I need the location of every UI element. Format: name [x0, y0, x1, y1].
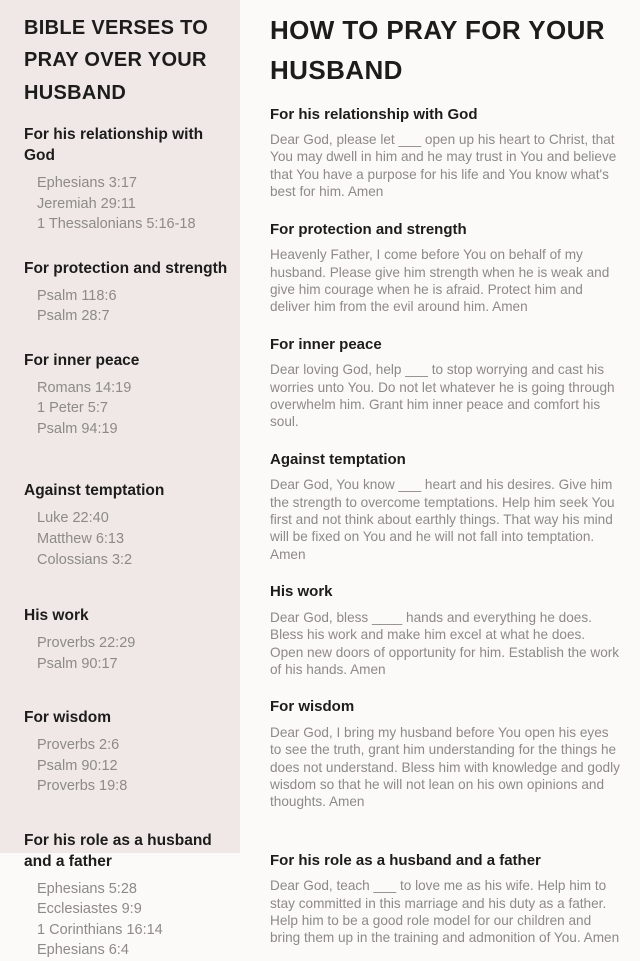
prayer-text: Dear God, I bring my husband before You open his eyes to see the truth, grant him understanding for the things he does not understand. Bless him with knowledge and godly wisdom so that he will not lean on his own opinions and thoughts. Amen — [270, 724, 620, 810]
verse-reference-list — [24, 879, 230, 961]
verse-section — [24, 125, 230, 235]
verse-reference: Matthew 6:13 — [37, 530, 125, 547]
verse-reference: Ephesians 6:4 — [37, 942, 129, 959]
verse-reference: Psalm 118:6 — [37, 287, 117, 304]
verse-section-heading: For protection and strength — [24, 259, 228, 277]
prayer-section — [270, 450, 622, 563]
prayer-section-heading: His work — [270, 583, 333, 601]
verse-reference: Jeremiah 29:11 — [37, 195, 136, 212]
verse-reference: Proverbs 2:6 — [37, 737, 120, 754]
verse-reference: 1 Peter 5:7 — [37, 400, 108, 417]
verse-reference: Psalm 28:7 — [37, 308, 110, 325]
verse-reference: Psalm 90:17 — [37, 655, 118, 672]
verse-section — [24, 708, 230, 797]
prayer-text: Dear loving God, help ___ to stop worrying and cast his worries unto You. Do not let whatever he is going through overwhelm him. Grant him inner peace and comfort his soul. — [270, 362, 615, 430]
verse-section — [24, 259, 230, 327]
prayer-panel-title: HOW TO PRAY FOR YOUR HUSBAND — [270, 15, 605, 86]
prayer-text: Dear God, bless ____ hands and everything he does. Bless his work and make him excel at what he does. Open new doors of opportunity for him. Establish the work of his hands. Amen — [270, 609, 620, 677]
prayer-text: Heavenly Father, I come before You on behalf of my husband. Please give him strength when he is weak and give him courage when he is afraid. Protect him and deliver him from the evil around him. Amen — [270, 247, 610, 315]
verse-reference-list — [24, 378, 230, 440]
prayer-section-heading: For his role as a husband and a father — [270, 851, 541, 869]
verse-section-heading: For his relationship with God — [24, 126, 204, 165]
verse-section-heading: For wisdom — [24, 709, 111, 727]
verse-reference: 1 Thessalonians 5:16-18 — [37, 216, 196, 233]
prayer-section-heading: For wisdom — [270, 698, 355, 716]
verse-reference: Romans 14:19 — [37, 379, 132, 396]
prayer-text: Dear God, please let ___ open up his heart to Christ, that You may dwell in him and he may trust in You and believe that You have a purpose for his life and You know what's best for him. Amen — [270, 132, 617, 200]
prayer-section-heading: For inner peace — [270, 335, 382, 353]
verse-section-heading: Against temptation — [24, 482, 165, 500]
verse-reference-list — [24, 286, 230, 327]
verse-section — [24, 831, 230, 961]
verse-sections — [24, 125, 230, 961]
verse-reference: Proverbs 22:29 — [37, 635, 136, 652]
verse-reference-list — [24, 508, 230, 570]
verse-reference: Psalm 94:19 — [37, 420, 118, 437]
prayer-section — [270, 697, 622, 810]
verse-panel-title: BIBLE VERSES TO PRAY OVER YOUR HUSBAND — [24, 17, 209, 104]
verse-reference: Ecclesiastes 9:9 — [37, 901, 142, 918]
verse-section-heading: His work — [24, 607, 89, 625]
verse-section — [24, 351, 230, 440]
prayer-text: Dear God, You know ___ heart and his desires. Give him the strength to overcome temptations. Help him seek You first and not think about earthly things. That way his mind will be fixed on You and he will not fall into temptation. Amen — [270, 477, 615, 562]
prayer-sections — [270, 105, 622, 947]
verse-reference-list — [24, 735, 230, 797]
prayer-section — [270, 105, 622, 201]
prayer-section-heading: For protection and strength — [270, 220, 467, 238]
verse-reference: Psalm 90:12 — [37, 757, 118, 774]
verse-section — [24, 481, 230, 570]
prayer-section — [270, 851, 622, 947]
verse-list-panel — [0, 0, 240, 959]
prayer-section — [270, 335, 622, 431]
prayer-section-heading: Against temptation — [270, 450, 406, 468]
verse-reference-list — [24, 173, 230, 235]
verse-reference: Luke 22:40 — [37, 510, 109, 527]
prayer-text: Dear God, teach ___ to love me as his wife. Help him to stay committed in this marriage and his duty as a father. Help him to be a good role model for our children and bring them up in the training and admonition of You. Amen — [270, 878, 620, 946]
verse-section-heading: For his role as a husband and a father — [24, 831, 212, 870]
verse-section — [24, 606, 230, 674]
prayer-section-heading: For his relationship with God — [270, 105, 478, 123]
verse-reference: Proverbs 19:8 — [37, 778, 128, 795]
verse-reference: Ephesians 5:28 — [37, 880, 137, 897]
verse-reference: 1 Corinthians 16:14 — [37, 921, 163, 938]
verse-section-heading: For inner peace — [24, 351, 140, 369]
verse-reference-list — [24, 633, 230, 674]
prayer-panel — [240, 0, 640, 946]
verse-reference: Colossians 3:2 — [37, 551, 133, 568]
prayer-section — [270, 582, 622, 678]
verse-reference: Ephesians 3:17 — [37, 175, 137, 192]
prayer-section — [270, 220, 622, 316]
